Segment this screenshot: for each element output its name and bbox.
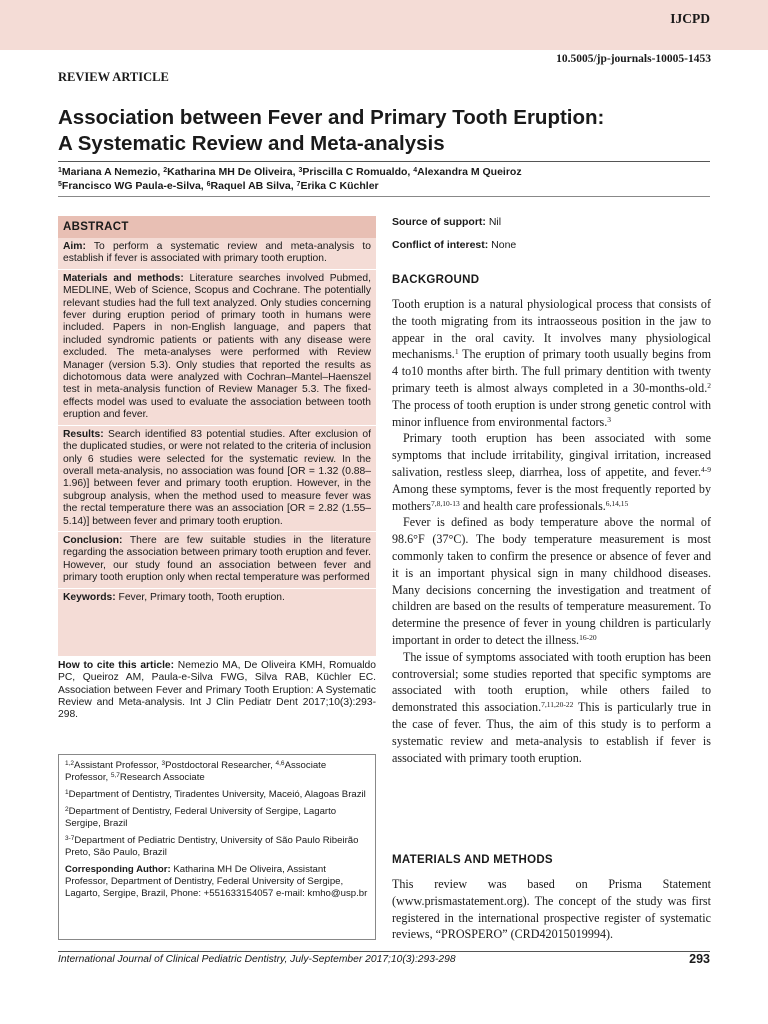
ref-sup: 1: [454, 347, 459, 357]
text-run: This is particularly true in the case of fever. Thus, the aim of this study is to perform a systematic review and meta-analysis to establish if fever is associated with primary tooth eruption.: [392, 700, 711, 765]
abstract-keywords: [58, 589, 376, 607]
department-2: [65, 806, 369, 830]
author-line-2: $^5$Francisco WG Paula-e-Silva, $^6$Raquel AB Silva, $^7$Erika C Küchler: [58, 179, 379, 192]
author-roles: [65, 760, 369, 784]
role-text: Postdoctoral Researcher,: [165, 760, 276, 771]
footer-journal: International Journal of Clinical Pediatric Dentistry, July-September 2017;10(3):293-298: [58, 954, 456, 965]
dept-sup: 3-7: [65, 835, 75, 842]
abstract-methods: [58, 270, 376, 426]
author-line-1: $^1$Mariana A Nemezio, $^2$Katharina MH De Oliveira, $^3$Priscilla C Romualdo, $^4$Alexandra M Queiroz: [58, 166, 522, 178]
author-sup: 1: [58, 167, 62, 174]
ref-sup: 3: [607, 414, 612, 424]
support-value: Nil: [488, 216, 502, 228]
abstract-box: [58, 216, 376, 656]
ref-sup: 2: [707, 380, 711, 390]
role-text: Research Associate: [119, 772, 205, 783]
role-sup: 3: [161, 760, 166, 767]
author-sup: 4: [413, 167, 418, 174]
role-sup: 4,6: [275, 760, 285, 767]
author-name: Erika C Küchler: [300, 179, 379, 192]
author-sup: 2: [163, 167, 168, 174]
text-run: Primary tooth eruption has been associated with some symptoms that include irritability, gingival irritation, increased salivation, restless sleep, diarrhea, loss of appetite, and fever.: [392, 431, 711, 479]
background-paragraph-3: [392, 514, 711, 648]
doi[interactable]: 10.5005/jp-journals-10005-1453: [556, 53, 711, 65]
corresponding-author: [65, 864, 369, 900]
abstract-heading: ABSTRACT: [58, 216, 376, 238]
conflict-value: None: [491, 239, 517, 251]
ref-sup: 7,8,10-13: [430, 498, 460, 508]
background-paragraph-4: [392, 649, 711, 767]
ref-sup: 6,14,15: [605, 498, 629, 508]
article-title: [58, 105, 718, 157]
conflict-label: Conflict of interest:: [392, 239, 489, 251]
role-sup: 5,7: [110, 772, 120, 779]
citation-text: Nemezio MA, De Oliveira KMH, Romualdo PC, Queiroz AM, Paula-e-Silva FWG, Silva RAB, Küchler EC. Association between Fever and Primary Tooth Eruption: A Systematic Review and Meta-analysis. Int J Clin Pediatr Dent 2017;10(3):293-298.: [58, 660, 376, 721]
text-run: Tooth eruption is a natural physiological process that consists of the tooth migrating from its intraosseous position in the jaw to appear in the oral cavity. It involves many physiological mechanisms.: [392, 297, 711, 362]
title-divider: [58, 161, 710, 162]
author-name: Francisco WG Paula-e-Silva: [61, 179, 201, 192]
header-band: [0, 0, 768, 50]
text-run: The process of tooth eruption is under strong genetic control with minor influence from environmental factors.: [392, 397, 711, 429]
text-run: The eruption of primary tooth usually begins from 4 to10 months after birth. The full primary dentition with twenty primary teeth is almost always completed in a 30-months-old.: [392, 347, 711, 395]
department-3: [65, 835, 369, 859]
role-text: Associate Professor,: [65, 760, 327, 783]
background-paragraph-2: [392, 430, 711, 514]
author-sup: 7: [296, 180, 301, 188]
methods-heading: MATERIALS AND METHODS: [392, 854, 553, 866]
citation-block: [58, 660, 376, 721]
dept-text: Department of Dentistry, Tiradentes University, Maceió, Alagoas Brazil: [68, 789, 366, 800]
text-run: Among these symptoms, fever is the most frequently reported by mothers: [392, 481, 711, 513]
aim-text: To perform a systematic review and meta-analysis to establish if fever is associated with primary tooth eruption.: [63, 241, 371, 265]
methods-body: [392, 876, 711, 943]
results-text: Search identified 83 potential studies. After exclusion of the duplicated studies, or were not related to the criteria of inclusion only 6 studies were selected for the systematic review. In the overall meta-analysis, no association was found [OR = 1.32 (0.88–1.96)] between fever and primary tooth eruption. However, in the subgroup analysis, when the method used to measure fever was the rectal temperature there was an association [OR = 2.82 (1.55–5.14)] between fever and primary tooth eruption.: [63, 428, 371, 527]
ref-sup: 16-20: [579, 632, 597, 642]
corresponding-label: Corresponding Author:: [65, 864, 171, 875]
dept-text: Department of Dentistry, Federal University of Sergipe, Lagarto Sergipe, Brazil: [65, 806, 337, 829]
author-name: Mariana A Nemezio: [61, 166, 158, 178]
conclusion-label: Conclusion:: [63, 534, 123, 546]
role-sup: 1,2: [65, 760, 75, 767]
article-type: REVIEW ARTICLE: [58, 70, 169, 84]
authors-divider: [58, 196, 710, 197]
footer-divider: [58, 951, 710, 952]
background-body: [392, 296, 711, 766]
methods-text: Literature searches involved Pubmed, MEDLINE, Web of Science, Scopus and Cochrane. The potentially relevant studies had the full text analyzed. Only studies concerning fever during eruption period of primary tooth in humans were included. Papers in non-English language, and papers that included syndromic patients or patients with any disease were excluded. The meta-analyses were performed with Review Manager (version 5.3). Only studies that reported the results as dichotomous data were analyzed with Cochran–Mantel–Haenszel test in meta-analysis function of Review Manager 5.3. The fixed-effects model was used to evaluate the association between tooth eruption and fever.: [63, 272, 371, 421]
background-paragraph-1: [392, 296, 711, 430]
title-line-1: Association between Fever and Primary Tooth Eruption:: [58, 106, 605, 129]
ref-sup: 7,11,20-22: [541, 700, 574, 710]
dept-text: Department of Pediatric Dentistry, University of São Paulo Ribeirão Preto, São Paulo, Brazil: [65, 835, 359, 858]
conclusion-text: There are few suitable studies in the literature regarding the association between primary tooth eruption and fever. However, our study found an association between fever and primary tooth eruption only when rectal temperature was performed: [63, 534, 371, 584]
source-of-support: [392, 216, 501, 228]
author-sup: 5: [58, 180, 62, 188]
author-sup: 3: [298, 167, 303, 174]
text-run: Fever is defined as body temperature above the normal of 98.6°F (37°C). The body temperature measurement is most commonly taken to confirm the presence or absence of fever and it is an important physical sign in many childhood diseases. Many decisions concerning the investigation and treatment of children are based on the results of temperature measurement. To determine the presence of fever in young children is particularly important in order to detect the illness.: [392, 515, 711, 647]
keywords-label: Keywords:: [63, 591, 116, 603]
page-number: 293: [689, 952, 710, 966]
results-label: Results:: [63, 428, 104, 440]
author-sup: 6: [206, 180, 211, 188]
aim-label: Aim:: [63, 241, 86, 252]
dept-sup: 1: [65, 789, 69, 796]
author-name: Katharina MH De Oliveira: [167, 166, 293, 178]
abstract-aim: [58, 238, 376, 270]
background-heading: BACKGROUND: [392, 274, 480, 286]
abstract-results: [58, 426, 376, 532]
author-name: Priscilla C Romualdo: [302, 166, 408, 178]
journal-tag: IJCPD: [670, 11, 710, 26]
corresponding-text: Katharina MH De Oliveira, Assistant Professor, Department of Dentistry, Federal University of Sergipe, Lagarto, Sergipe, Brazil, Phone: +551633154057 e-mail: kmho@usp.br: [65, 864, 368, 899]
author-list: [58, 166, 718, 193]
support-label: Source of support:: [392, 216, 486, 228]
methods-label: Materials and methods:: [63, 272, 184, 284]
abstract-conclusion: [58, 532, 376, 589]
keywords-text: Fever, Primary tooth, Tooth eruption.: [118, 591, 285, 603]
department-1: [65, 789, 369, 801]
citation-label: How to cite this article:: [58, 660, 175, 671]
ref-sup: 4-9: [701, 464, 711, 474]
dept-sup: 2: [65, 806, 69, 813]
author-name: Raquel AB Silva: [210, 179, 291, 192]
title-line-2: A Systematic Review and Meta-analysis: [58, 132, 445, 155]
role-text: Assistant Professor,: [74, 760, 162, 771]
text-run: The issue of symptoms associated with tooth eruption has been controversial; some studies reported that specific symptoms are associated with tooth eruption, while others failed to demonstrated this association.: [392, 649, 711, 715]
methods-paragraph-1: This review was based on Prisma Statement (www.prismastatement.org). The concept of the study was first registered in the international prospective register of systematic reviews, “PROSPERO” (CRD42015019994).: [392, 877, 711, 942]
text-run: and health care professionals.: [459, 498, 606, 513]
affiliations-box: [58, 754, 376, 940]
conflict-of-interest: [392, 239, 516, 251]
author-name: Alexandra M Queiroz: [417, 166, 522, 178]
